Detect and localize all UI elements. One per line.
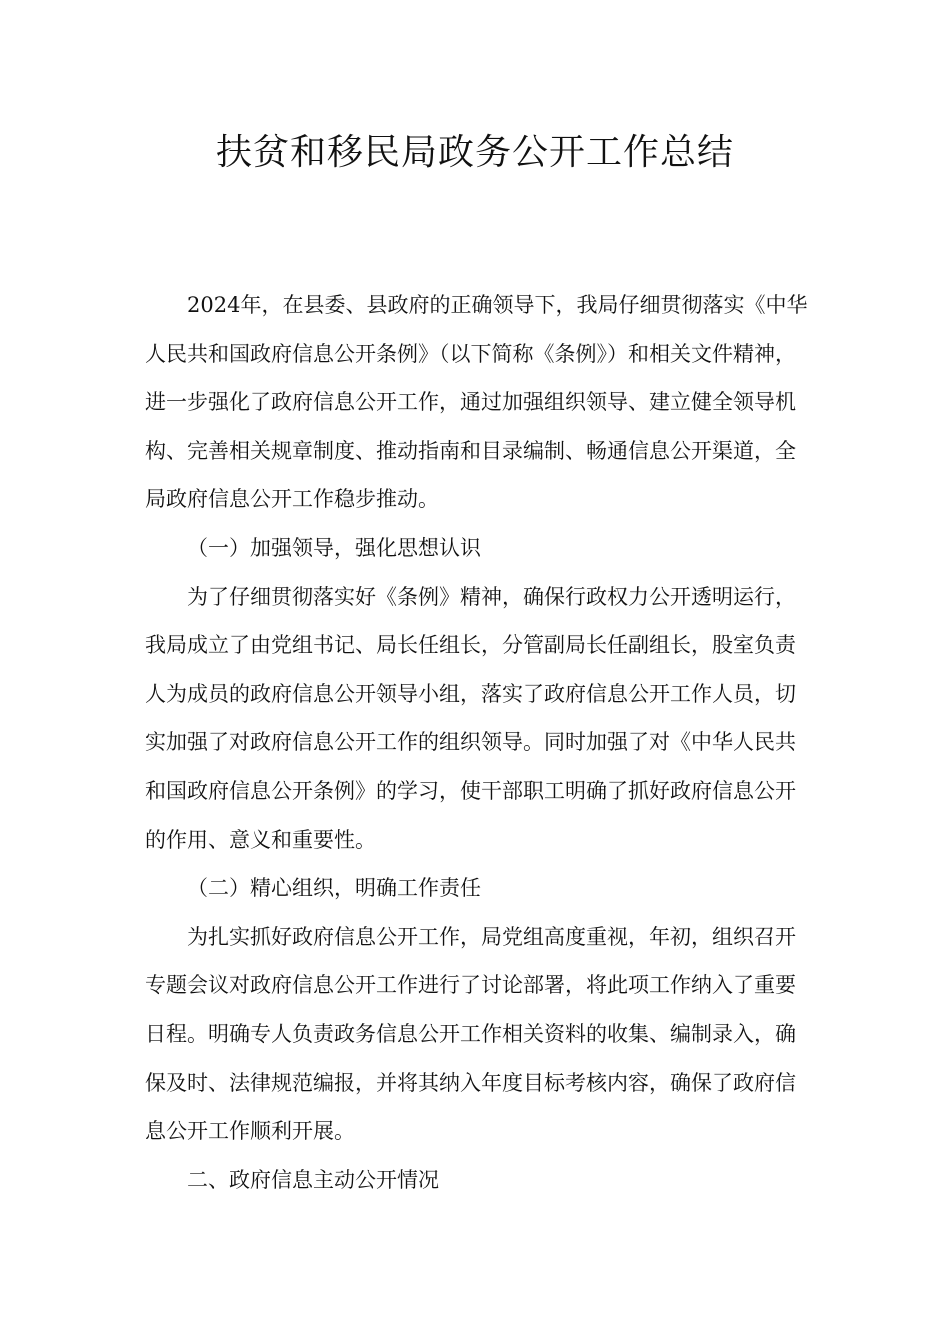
leadership-paragraph: 为了仔细贯彻落实好《条例》精神，确保行政权力公开透明运行，我局成立了由党组书记、局长任组长，分管副局长任副组长，股室负责人为成员的政府信息公开领导小组，落实了政府信息公开工作人员，切实加强了对政府信息公开工作的组织领导。同时加强了对《中华人民共和国政府信息公开条例》的学习，使干部职工明确了抓好政府信息公开的作用、意义和重要性。 [145,584,796,852]
intro-paragraph: 2024年，在县委、县政府的正确领导下，我局仔细贯彻落实《中华人民共和国政府信息公开条例》（以下简称《条例》）和相关文件精神，进一步强化了政府信息公开工作，通过加强组织领导、建立健全领导机构、完善相关规章制度、推动指南和目录编制、畅通信息公开渠道，全局政府信息公开工作稳步推动。 [145,293,808,512]
section-heading-strengthen-leadership: （一）加强领导，强化思想认识 [187,535,481,560]
organization-paragraph: 为扎实抓好政府信息公开工作，局党组高度重视，年初，组织召开专题会议对政府信息公开工作进行了讨论部署，将此项工作纳入了重要日程。明确专人负责政务信息公开工作相关资料的收集、编制录入，确保及时、法律规范编报，并将其纳入年度目标考核内容，确保了政府信息公开工作顺利开展。 [145,924,796,1144]
section-heading-careful-organization: （二）精心组织，明确工作责任 [187,876,481,901]
section-heading-active-disclosure: 二、政府信息主动公开情况 [187,1167,439,1192]
document-title: 扶贫和移民局政务公开工作总结 [215,132,734,173]
document-body [145,281,815,1204]
